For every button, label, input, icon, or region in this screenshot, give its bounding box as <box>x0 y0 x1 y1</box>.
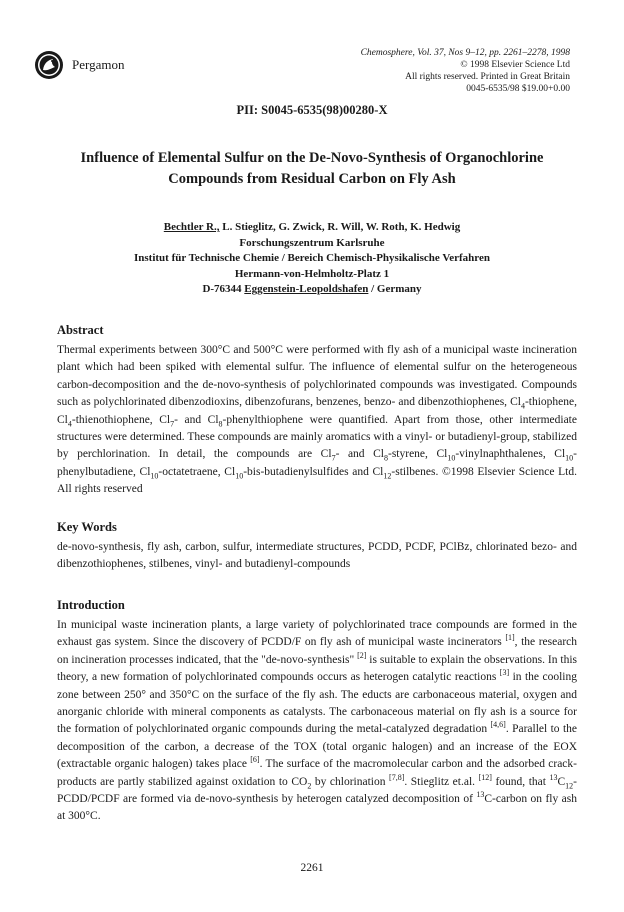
affiliation-city: D-76344 Eggenstein-Leopoldshafen / Germany <box>202 283 422 295</box>
introduction-heading: Introduction <box>57 598 125 612</box>
title-line-2: Compounds from Residual Carbon on Fly Ash <box>168 171 456 187</box>
affiliation-institute: Institut für Technische Chemie / Bereich Chemisch-Physikalische Verfahren <box>134 252 490 264</box>
journal-reference <box>361 47 570 95</box>
co-authors: L. Stieglitz, G. Zwick, R. Will, W. Roth, K. Hedwig <box>219 221 461 233</box>
copyright-line: © 1998 Elsevier Science Ltd <box>460 60 570 70</box>
pii-identifier: PII: S0045-6535(98)00280-X <box>236 103 388 117</box>
paper-title <box>40 148 584 190</box>
author-list <box>0 220 624 236</box>
issn-line: 0045-6535/98 $19.00+0.00 <box>466 84 570 94</box>
first-author: Bechtler R., <box>163 221 220 233</box>
pergamon-logo-icon <box>34 50 64 80</box>
publisher-name: Pergamon <box>72 57 125 72</box>
affiliation-org: Forschungszentrum Karlsruhe <box>239 236 385 249</box>
author-affiliation-block <box>0 220 624 298</box>
introduction-text: In municipal waste incineration plants, a large variety of polychlorinated trace compounds are formed in the exhaust gas system. Since the discovery of PCDD/F on fly ash of municipal waste incinerators [1], the research on incineration processes indicated, that the "de-novo-synthesis" [2] is suitable to explain the observations. In this theory, a new formation of polychlorinated compounds occurs as heterogen catalytic reactions [3] in the cooling zone between 250° and 350°C on the surface of the fly ash. The educts are carbonaceous material, oxygen and anorganic chloride with mineral components as catalysts. The carbonaceous material on fly ash is a source for the formation of polychlorinated organic compounds during the metal-catalyzed degradation [4,6]. Parallel to the decomposition of the carbon, a decrease of the TOX (total organic halogen) and an increase of the EOX (extractable organic halogen) takes place [6]. The surface of the macromolecular carbon and the adsorbed crack-products are partly stabilized against oxidation to $CO_2$ by chlorination [7,8]. Stieglitz et.al. [12] found, that $^{13}C_{12}-PCDD$/PCDF are formed via de-novo-synthesis by heterogen catalyzed decomposition of $^{13}$C-carbon on fly ash at 300°C. <box>57 619 577 823</box>
keywords-heading: Key Words <box>57 520 117 534</box>
abstract-heading: Abstract <box>57 323 104 337</box>
rights-line: All rights reserved. Printed in Great Britain <box>405 72 570 82</box>
affiliation-street: Hermann-von-Helmholtz-Platz 1 <box>234 267 390 280</box>
abstract-text: Thermal experiments between 300°C and 500°C were performed with fly ash of a municipal waste incineration plant which had been spiked with elemental sulfur. The influence of elemental sulfur on the heterogeneous carbon-decomposition and the de-novo-synthesis of polychlorinated compounds was investigated. Compounds such as polychlorinated dibenzodioxins, dibenzofurans, benzenes, benzo- and dibenzothiophenes, $Cl_4$-thiophene, $Cl_4$-thienothiophene, $Cl_7-$ and $Cl_8$-phenylthiophene were quantified. Apart from those, other intermediate structures were determined. These compounds are mainly aromatics with a vinyl- or butadienyl-group, stabilized by perchlorination. In detail, the compounds are $Cl_7-$ and $Cl_8$-styrene, $Cl_{10}$-vinylnaphthalenes, $Cl_{10}$-phenylbutadiene, $Cl_{10}$-octatetraene, $Cl_{10}-bis$-butadienylsulfides and $Cl_{12}$-stilbenes. ©1998 Elsevier Science Ltd. All rights reserved <box>57 344 577 496</box>
journal-citation: Chemosphere, Vol. 37, Nos 9–12, pp. 2261–2278, 1998 <box>360 48 570 58</box>
title-line-1: Influence of Elemental Sulfur on the De-Novo-Synthesis of Organochlorine <box>80 150 544 166</box>
keywords-text: de-novo-synthesis, fly ash, carbon, sulfur, intermediate structures, PCDD, PCDF, PClBz, chlorinated bezo- and dibenzothiophenes, stilbenes, vinyl- and butadienyl-compounds <box>57 541 577 571</box>
page-number: 2261 <box>300 862 324 874</box>
